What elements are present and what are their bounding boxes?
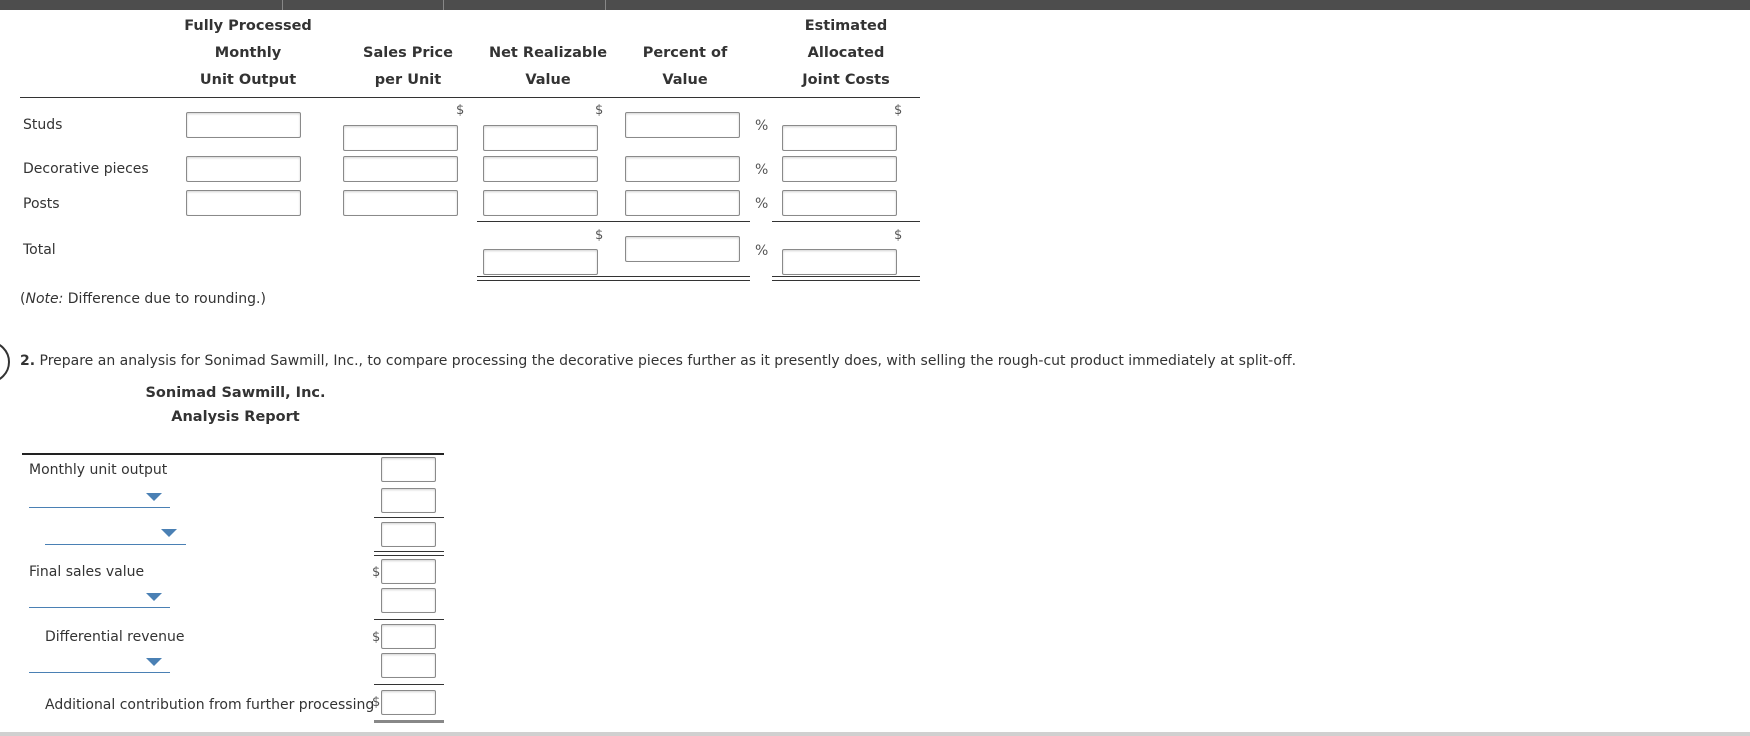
report-final-underline <box>374 720 444 723</box>
report-row-final-sales: Final sales value <box>29 564 145 580</box>
header-nrv-line1: Net Realizable <box>488 45 608 61</box>
report-subtotal-line <box>374 517 444 518</box>
dollar-sign: $ <box>372 565 381 580</box>
header-sales-price-line1: Sales Price <box>363 45 453 61</box>
posts-unit-output-input[interactable] <box>186 190 301 216</box>
studs-allocated-input[interactable] <box>782 125 897 151</box>
percent-sign: % <box>755 243 769 259</box>
header-sales-price-line2: per Unit <box>374 72 442 88</box>
final-sales-input[interactable] <box>381 559 436 584</box>
dollar-sign: $ <box>456 103 465 118</box>
top-toolbar-bar <box>0 0 1750 10</box>
row-label-total: Total <box>23 242 56 258</box>
bottom-scroll-border <box>0 732 1750 736</box>
report-row-monthly-output: Monthly unit output <box>29 462 168 478</box>
dollar-sign: $ <box>595 103 604 118</box>
report-input-2[interactable] <box>381 488 436 513</box>
diff-revenue-input[interactable] <box>381 624 436 649</box>
dropdown-2[interactable] <box>45 544 186 545</box>
report-input-7[interactable] <box>381 653 436 678</box>
header-allocated-line1: Estimated <box>804 18 888 34</box>
dropdown-1[interactable] <box>29 507 170 508</box>
studs-nrv-input[interactable] <box>483 125 598 151</box>
report-company-name: Sonimad Sawmill, Inc. <box>145 385 326 401</box>
report-double-line <box>374 551 444 556</box>
decorative-sales-price-input[interactable] <box>343 156 458 182</box>
total-double-underline <box>772 276 920 281</box>
posts-percent-input[interactable] <box>625 190 740 216</box>
posts-sales-price-input[interactable] <box>343 190 458 216</box>
studs-percent-input[interactable] <box>625 112 740 138</box>
report-input-5[interactable] <box>381 588 436 613</box>
dropdown-3[interactable] <box>29 607 170 608</box>
dollar-sign: $ <box>372 695 381 710</box>
studs-sales-price-input[interactable] <box>343 125 458 151</box>
decorative-allocated-input[interactable] <box>782 156 897 182</box>
dropdown-4[interactable] <box>29 672 170 673</box>
header-fully-processed-line3: Unit Output <box>199 72 297 88</box>
dollar-sign: $ <box>595 228 604 243</box>
studs-unit-output-input[interactable] <box>186 112 301 138</box>
report-subtotal-line <box>374 619 444 620</box>
row-label-posts: Posts <box>23 196 60 212</box>
total-separator-line <box>477 221 750 222</box>
header-allocated-line2: Allocated <box>807 45 885 61</box>
decorative-percent-input[interactable] <box>625 156 740 182</box>
percent-sign: % <box>755 118 769 134</box>
monthly-output-input[interactable] <box>381 457 436 482</box>
rounding-note: (Note: Difference due to rounding.) <box>20 291 266 307</box>
header-nrv-line2: Value <box>525 72 571 88</box>
chevron-down-icon[interactable] <box>146 658 162 666</box>
posts-nrv-input[interactable] <box>483 190 598 216</box>
dollar-sign: $ <box>372 630 381 645</box>
report-title: Analysis Report <box>171 409 300 425</box>
total-percent-input[interactable] <box>625 236 740 262</box>
header-allocated-line3: Joint Costs <box>802 72 890 88</box>
total-allocated-input[interactable] <box>782 249 897 275</box>
decorative-nrv-input[interactable] <box>483 156 598 182</box>
percent-sign: % <box>755 162 769 178</box>
chevron-down-icon[interactable] <box>146 493 162 501</box>
additional-contribution-input[interactable] <box>381 690 436 715</box>
header-fully-processed-line2: Monthly <box>214 45 282 61</box>
report-row-additional-contribution: Additional contribution from further processing <box>45 697 375 713</box>
chevron-down-icon[interactable] <box>161 529 177 537</box>
dollar-sign: $ <box>894 103 903 118</box>
report-subtotal-line <box>374 684 444 685</box>
decorative-unit-output-input[interactable] <box>186 156 301 182</box>
dollar-sign: $ <box>894 228 903 243</box>
header-percent-line2: Value <box>662 72 708 88</box>
posts-allocated-input[interactable] <box>782 190 897 216</box>
report-row-diff-revenue: Differential revenue <box>45 629 185 645</box>
row-label-decorative: Decorative pieces <box>23 161 149 177</box>
header-fully-processed-line1: Fully Processed <box>184 18 312 34</box>
question-2-text: 2. Prepare an analysis for Sonimad Sawmill, Inc., to compare processing the decorative pieces further as it presently does, with selling the rough-cut product immediately at split-off. <box>20 353 1297 369</box>
header-underline <box>20 97 920 98</box>
total-separator-line <box>772 221 920 222</box>
question-marker-circle <box>0 341 10 383</box>
row-label-studs: Studs <box>23 117 63 133</box>
percent-sign: % <box>755 196 769 212</box>
total-nrv-input[interactable] <box>483 249 598 275</box>
chevron-down-icon[interactable] <box>146 593 162 601</box>
report-header-line <box>22 453 444 455</box>
header-percent-line1: Percent of <box>642 45 728 61</box>
total-double-underline <box>477 276 750 281</box>
report-input-3[interactable] <box>381 522 436 547</box>
